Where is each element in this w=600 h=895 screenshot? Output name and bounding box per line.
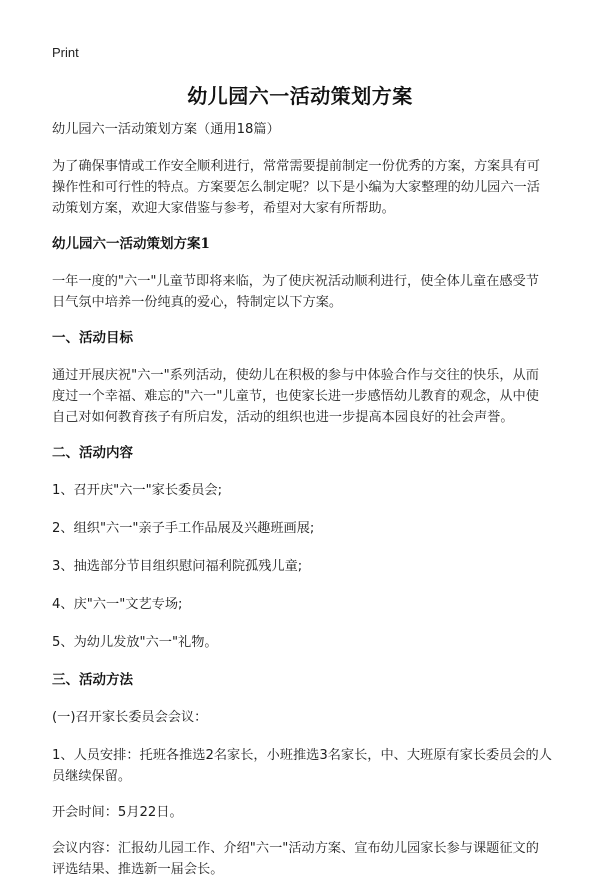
method-paragraph: 1、人员安排：托班各推选2名家长，小班推选3名家长，中、大班原有家长委员会的人员继续保留。	[52, 748, 552, 784]
method-heading: 三、活动方法	[52, 672, 133, 688]
document-body	[52, 119, 552, 895]
plan-1-intro: 一年一度的"六一"儿童节即将来临，为了使庆祝活动顺利进行，使全体儿童在感受节日气氛中培养一份纯真的爱心，特制定以下方案。	[52, 274, 539, 310]
content-item: 3、抽选部分节目组织慰问福利院孤残儿童;	[52, 559, 303, 574]
meeting-content: 会议内容：汇报幼儿园工作、介绍"六一"活动方案、宣布幼儿园家长参与课题征文的评选结果、推选新一届会长。	[52, 841, 539, 877]
content-item: 2、组织"六一"亲子手工作品展及兴趣班画展;	[52, 521, 315, 536]
method-subheading: (一)召开家长委员会会议：	[52, 710, 208, 725]
content-heading: 二、活动内容	[52, 445, 133, 461]
goal-heading: 一、活动目标	[52, 330, 133, 346]
plan-1-heading: 幼儿园六一活动策划方案1	[52, 236, 210, 252]
document-subtitle: 幼儿园六一活动策划方案（通用18篇）	[52, 122, 280, 137]
print-link[interactable]: Print	[52, 45, 79, 60]
meeting-time: 开会时间：5月22日。	[52, 805, 183, 820]
content-item: 1、召开庆"六一"家长委员会;	[52, 483, 223, 498]
page-title: 幼儿园六一活动策划方案	[187, 84, 413, 108]
content-item: 5、为幼儿发放"六一"礼物。	[52, 635, 218, 650]
intro-paragraph: 为了确保事情或工作安全顺利进行，常常需要提前制定一份优秀的方案，方案具有可操作性和可行性的特点。方案要怎么制定呢？以下是小编为大家整理的幼儿园六一活动策划方案，欢迎大家借鉴与参考，希望对大家有所帮助。	[52, 159, 540, 216]
content-item: 4、庆"六一"文艺专场;	[52, 597, 183, 612]
goal-paragraph: 通过开展庆祝"六一"系列活动，使幼儿在积极的参与中体验合作与交往的快乐，从而度过一个幸福、难忘的"六一"儿童节，也使家长进一步感悟幼儿教育的观念，从中使自己对如何教育孩子有所启发，活动的组织也进一步提高本园良好的社会声誉。	[52, 368, 539, 425]
